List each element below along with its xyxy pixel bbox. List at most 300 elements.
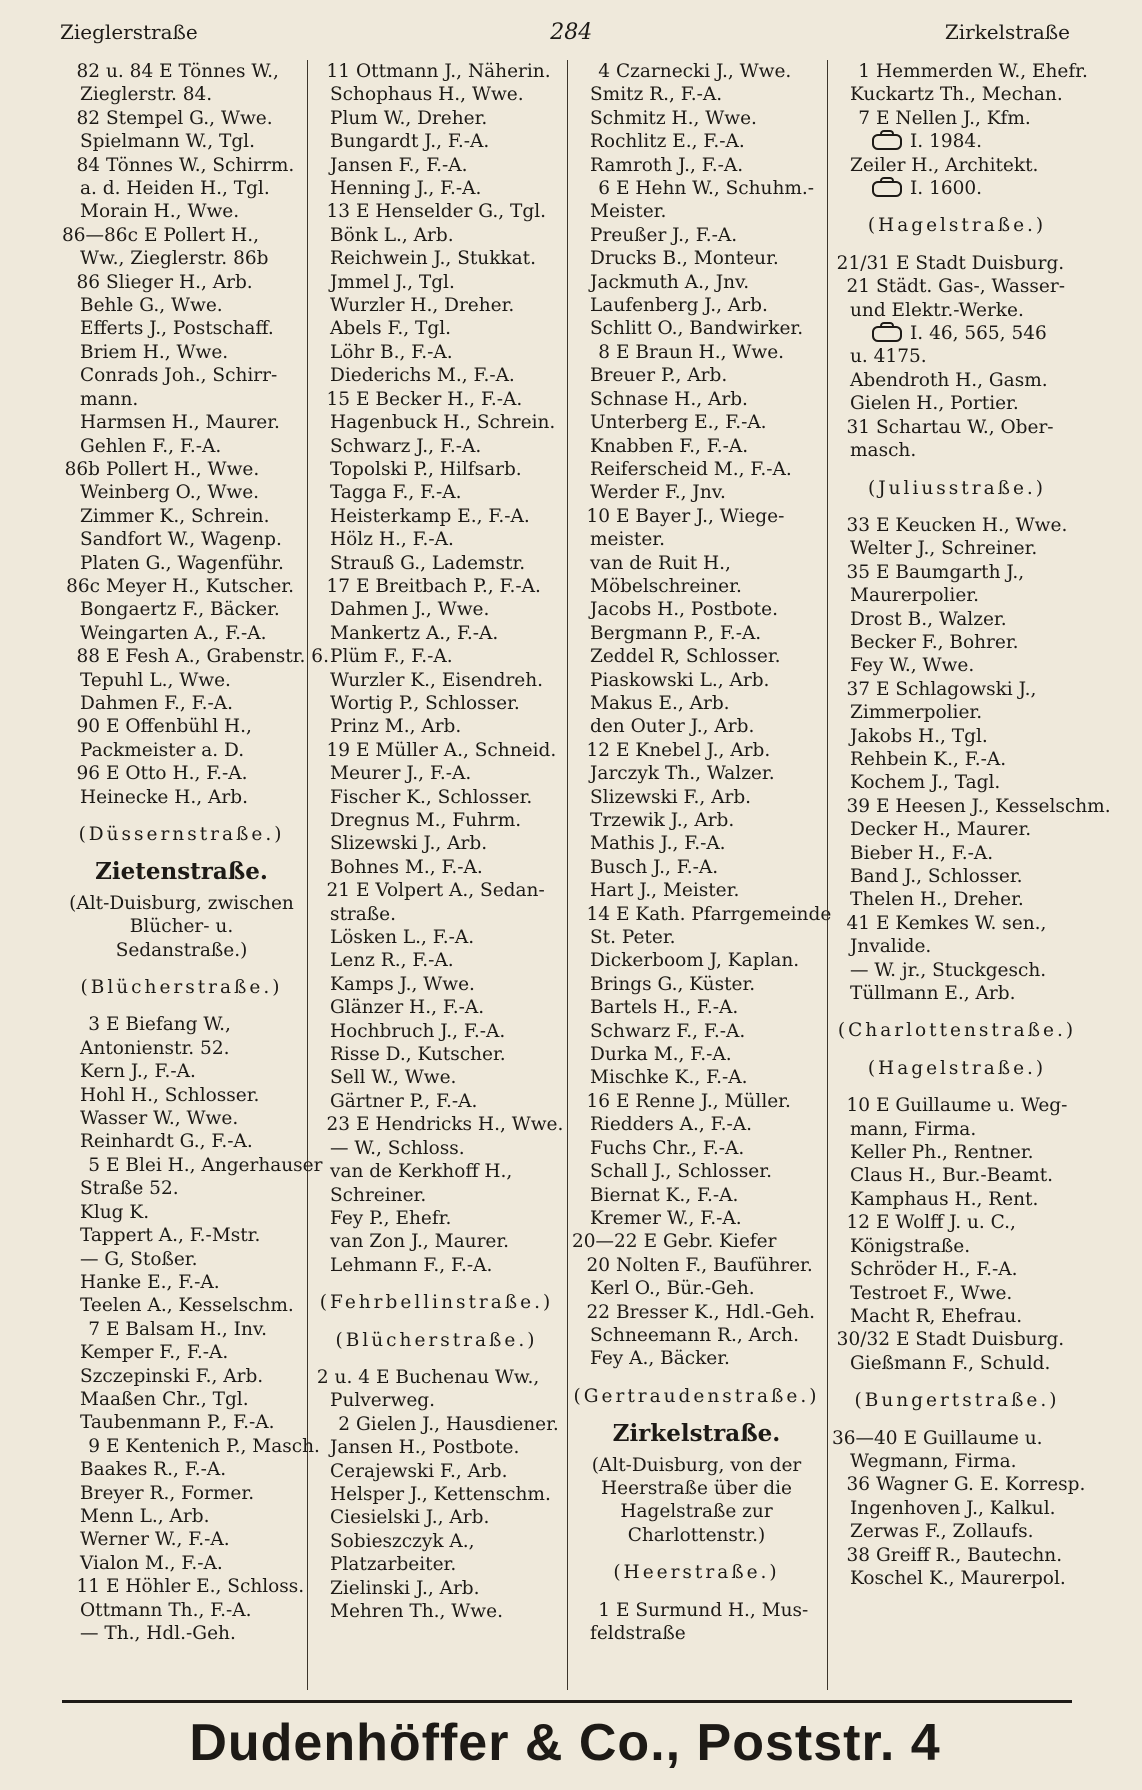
house-number: 21 <box>326 880 350 902</box>
entry-text: Drucks B., Monteur. <box>590 248 779 270</box>
resident-entry <box>832 154 1082 177</box>
telephone-icon <box>872 134 902 150</box>
house-number: 82 <box>76 61 100 82</box>
address-entry <box>572 739 821 762</box>
resident-entry <box>572 622 821 645</box>
entry-text: Mehren Th., Wwe. <box>330 1601 503 1622</box>
resident-entry <box>312 1483 561 1506</box>
address-entry <box>832 107 1082 130</box>
resident-entry <box>312 949 561 972</box>
resident-entry <box>832 1497 1082 1520</box>
resident-entry <box>572 1137 821 1160</box>
house-number: 14 <box>586 903 610 925</box>
entry-text: Jakobs H., Tgl. <box>850 725 988 747</box>
resident-entry <box>312 528 561 551</box>
house-number: 41 <box>846 912 870 934</box>
entry-text: Conrads Joh., Schirr- <box>80 365 278 387</box>
house-number: 30/32 <box>836 1329 890 1351</box>
resident-entry <box>832 439 1082 462</box>
entry-text: Bresser K., Hdl.-Geh. <box>616 1301 816 1323</box>
resident-entry <box>832 1520 1082 1543</box>
entry-text: Schmitz H., Wwe. <box>590 107 757 129</box>
entry-text: Knabben F., F.-A. <box>590 435 749 457</box>
resident-entry <box>572 1020 821 1043</box>
entry-text: E Heesen J., Kesselschm. <box>876 795 1111 817</box>
resident-entry <box>312 832 561 855</box>
house-number: 13 <box>326 201 350 223</box>
entry-text: u. 4175. <box>850 346 927 368</box>
entry-text: Gehlen F., F.-A. <box>80 435 222 457</box>
entry-text: Menn L., Arb. <box>80 1505 210 1527</box>
resident-entry <box>312 1207 561 1230</box>
resident-entry <box>62 130 301 153</box>
resident-entry <box>312 1530 561 1553</box>
address-entry <box>62 107 301 130</box>
resident-entry <box>62 1528 301 1551</box>
entry-text: E Blei H., Angerhauser <box>106 1154 323 1176</box>
entry-text: Ramroth J., F.-A. <box>590 154 744 176</box>
address-entry <box>832 60 1088 83</box>
house-number: 9 <box>88 1435 100 1457</box>
entry-text: E Stadt Duisburg. <box>896 252 1065 274</box>
entry-text: Schwarz F., F.-A. <box>590 1020 746 1042</box>
entry-text: Wagner G. E. Korresp. <box>876 1474 1086 1496</box>
resident-entry <box>62 1224 301 1247</box>
resident-entry <box>312 271 561 294</box>
entry-text: Abels F., Tgl. <box>330 318 452 340</box>
resident-entry <box>312 317 561 340</box>
resident-entry <box>832 608 1082 631</box>
entry-text: Reiferscheid M., F.-A. <box>590 458 792 480</box>
entry-text: Dickerboom J, Kaplan. <box>590 950 800 972</box>
resident-entry <box>572 200 821 223</box>
street-description: (Alt-Duisburg, von der Heerstraße über die Hagelstraße zur Charlottenstr.) <box>591 1454 802 1546</box>
house-number: 1 <box>598 1599 610 1621</box>
address-entry <box>572 1301 821 1324</box>
entry-text: Schneemann R., Arch. <box>590 1324 799 1346</box>
house-number: 82 <box>76 107 100 129</box>
address-entry <box>832 416 1082 439</box>
resident-entry <box>572 154 821 177</box>
resident-entry <box>572 83 821 106</box>
entry-text: Städt. Gas-, Wasser- <box>876 276 1065 298</box>
entry-text: E Offenbühl H., <box>106 716 252 738</box>
house-number: 96 <box>76 763 100 785</box>
entry-text: Sandfort W., Wagenp. <box>80 529 282 551</box>
resident-entry <box>832 299 1082 322</box>
resident-entry <box>572 317 821 340</box>
entry-text: Schlitt O., Bandwirker. <box>590 318 804 340</box>
entry-text: Decker H., Maurer. <box>850 819 1032 841</box>
resident-entry <box>62 1411 301 1434</box>
resident-entry <box>62 388 301 411</box>
resident-entry <box>312 598 561 621</box>
entry-text: Ww., Zieglerstr. 86b <box>80 248 269 270</box>
address-entry <box>62 271 301 294</box>
header-left-street: Zieglerstraße <box>60 20 198 44</box>
entry-text: E Guillaume u. Weg- <box>876 1095 1068 1117</box>
entry-text: E Hehn W., Schuhm.- <box>616 178 815 200</box>
entry-text: a. d. Heiden H., Tgl. <box>80 178 270 200</box>
resident-entry <box>832 1141 1082 1164</box>
resident-entry <box>62 1037 301 1060</box>
resident-entry <box>62 481 301 504</box>
entry-text: E Kemkes W. sen., <box>876 912 1047 934</box>
entry-text: Macht R, Ehefrau. <box>850 1305 1023 1327</box>
address-entry <box>572 1599 821 1622</box>
entry-text: mann, Firma. <box>850 1118 977 1140</box>
address-entry <box>62 458 301 481</box>
resident-entry <box>572 294 821 317</box>
resident-entry <box>312 177 561 200</box>
house-number: 1 <box>858 61 870 82</box>
entry-text: Meyer H., Kutscher. <box>106 575 294 597</box>
house-number: 37 <box>846 678 870 700</box>
entry-text: Morain H., Wwe. <box>80 201 240 223</box>
address-entry <box>62 224 301 247</box>
resident-entry <box>62 1130 301 1153</box>
entry-text: Plum W., Dreher. <box>330 107 488 129</box>
house-number: 84 <box>76 154 100 176</box>
entry-text: Weingarten A., F.-A. <box>80 622 267 644</box>
entry-text: E Keucken H., Wwe. <box>876 514 1068 536</box>
entry-text: Fey W., Wwe. <box>850 655 975 677</box>
cross-street-reference: (Heerstraße.) <box>613 1562 780 1584</box>
address-entry <box>572 1090 821 1113</box>
entry-text: Taubenmann P., F.-A. <box>80 1412 275 1434</box>
address-entry <box>572 1254 821 1277</box>
entry-text: straße. <box>330 903 396 925</box>
resident-entry <box>832 701 1082 724</box>
entry-text: Wurzler K., Eisendreh. <box>330 669 544 691</box>
entry-text: Baakes R., F.-A. <box>80 1459 227 1481</box>
entry-text: E Guillaume u. <box>903 1427 1043 1449</box>
entry-text: Plüm F., F.-A. <box>330 646 453 668</box>
resident-entry <box>312 715 561 738</box>
entry-text: Strauß G., Lademstr. <box>330 552 526 574</box>
resident-entry <box>572 669 821 692</box>
entry-text: Mischke K., F.-A. <box>590 1067 748 1089</box>
entry-text: Topolski P., Hilfsarb. <box>330 458 522 480</box>
resident-entry <box>62 1060 301 1083</box>
entry-text: St. Peter. <box>590 927 676 949</box>
resident-entry <box>832 1164 1082 1187</box>
resident-entry <box>62 552 301 575</box>
resident-entry <box>832 1118 1082 1141</box>
resident-entry <box>312 692 561 715</box>
resident-entry <box>832 818 1082 841</box>
entry-text: Heisterkamp E., F.-A. <box>330 505 530 527</box>
entry-text: Weinberg O., Wwe. <box>80 482 260 504</box>
resident-entry <box>832 345 1082 368</box>
resident-entry <box>832 654 1082 677</box>
entry-text: Nolten F., Bauführer. <box>616 1254 813 1276</box>
resident-entry <box>312 1600 561 1623</box>
resident-entry <box>312 1184 561 1207</box>
resident-entry <box>312 903 561 926</box>
entry-text: Bergmann P., F.-A. <box>590 622 762 644</box>
entry-text: Maaßen Chr., Tgl. <box>80 1388 249 1410</box>
entry-text: E Höhler E., Schloss. <box>106 1576 305 1598</box>
resident-entry <box>832 1450 1082 1473</box>
resident-entry <box>572 271 821 294</box>
entry-text: Dregnus M., Fuhrm. <box>330 810 522 831</box>
resident-entry <box>572 715 821 738</box>
address-entry <box>312 1366 561 1389</box>
house-number: 10 <box>586 505 610 527</box>
address-entry <box>312 575 561 598</box>
entry-text: Jmmel J., Tgl. <box>330 271 455 293</box>
entry-text: Kuckartz Th., Mechan. <box>850 84 1063 106</box>
resident-entry <box>572 1113 821 1136</box>
entry-text: Schartau W., Ober- <box>876 416 1054 438</box>
resident-entry <box>312 154 561 177</box>
entry-text: masch. <box>850 440 917 462</box>
entry-text: E Henselder G., Tgl. <box>356 201 546 223</box>
entry-text: Ciesielski J., Arb. <box>330 1507 490 1529</box>
entry-text: E Volpert A., Sedan- <box>356 880 545 902</box>
resident-entry <box>572 411 821 434</box>
house-number: 31 <box>846 416 870 438</box>
address-entry <box>832 1094 1082 1117</box>
resident-entry <box>62 1177 301 1200</box>
resident-entry <box>62 669 301 692</box>
house-number: 15 <box>326 388 350 410</box>
entry-text: Busch J., F.-A. <box>590 856 719 878</box>
resident-entry <box>572 528 821 551</box>
resident-entry <box>62 528 301 551</box>
entry-text: E Nellen J., Kfm. <box>876 107 1031 129</box>
entry-text: Breyer R., Former. <box>80 1482 255 1504</box>
resident-entry <box>62 622 301 645</box>
entry-text: Tappert A., F.-Mstr. <box>80 1225 261 1247</box>
address-entry <box>62 715 301 738</box>
address-entry <box>62 1435 320 1458</box>
resident-entry <box>312 1137 561 1160</box>
resident-entry <box>832 392 1082 415</box>
house-number: 11 <box>326 61 350 82</box>
entry-text: Schwarz J., F.-A. <box>330 435 482 457</box>
resident-entry <box>62 200 301 223</box>
address-entry <box>62 60 301 83</box>
address-entry <box>832 1544 1082 1567</box>
resident-entry <box>832 369 1082 392</box>
entry-text: Diederichs M., F.-A. <box>330 365 515 387</box>
entry-text: Bohnes M., F.-A. <box>330 856 483 878</box>
resident-entry <box>62 505 301 528</box>
entry-text: Jansen F., F.-A. <box>330 154 468 176</box>
cross-street-reference: (Juliusstraße.) <box>868 477 1046 499</box>
entry-text: Bongaertz F., Bäcker. <box>80 599 280 621</box>
address-entry <box>572 903 832 926</box>
entry-text: Hohl H., Schlosser. <box>80 1084 260 1106</box>
resident-entry <box>312 107 561 130</box>
entry-text: Efferts J., Postschaff. <box>80 318 274 340</box>
resident-entry <box>572 1622 821 1645</box>
address-entry <box>832 561 1082 584</box>
resident-entry <box>312 552 561 575</box>
house-number: 21/31 <box>836 252 890 274</box>
entry-text: Bungardt J., F.-A. <box>330 131 490 153</box>
address-entry <box>62 762 301 785</box>
entry-text: E Kentenich P., Masch. <box>106 1435 320 1457</box>
resident-entry <box>312 411 561 434</box>
resident-entry <box>312 645 561 668</box>
directory-column-4 <box>828 60 1111 1690</box>
entry-text: Jacobs H., Postbote. <box>590 599 778 621</box>
entry-text: E Breitbach P., F.-A. <box>356 575 541 597</box>
entry-text: Henning J., F.-A. <box>330 178 482 200</box>
entry-text: Tepuhl L., Wwe. <box>80 669 231 691</box>
resident-entry <box>312 1020 561 1043</box>
resident-entry <box>572 832 821 855</box>
entry-text: Laufenberg J., Arb. <box>590 295 768 317</box>
house-number: 21 <box>846 276 870 298</box>
resident-entry <box>312 1436 561 1459</box>
house-number: 22 <box>586 1301 610 1323</box>
entry-text: Preußer J., F.-A. <box>590 224 738 246</box>
resident-entry <box>832 537 1082 560</box>
entry-text: Wortig P., Schlosser. <box>330 692 520 714</box>
entry-text: und Elektr.-Werke. <box>850 299 1024 321</box>
entry-text: Harmsen H., Maurer. <box>80 412 280 434</box>
entry-text: Kremer W., F.-A. <box>590 1207 742 1229</box>
entry-text: feldstraße <box>590 1623 686 1644</box>
address-entry <box>62 645 329 668</box>
cross-street-reference: (Fehrbellinstraße.) <box>319 1292 554 1314</box>
entry-text: u. 84 E Tönnes W., <box>106 61 279 82</box>
house-number: 3 <box>88 1014 100 1036</box>
resident-entry <box>62 1107 301 1130</box>
resident-entry <box>62 317 301 340</box>
address-entry <box>832 275 1082 298</box>
entry-text: Breuer P., Arb. <box>590 365 728 387</box>
house-number: 90 <box>76 716 100 738</box>
cross-street-reference: (Blücherstraße.) <box>80 977 283 999</box>
entry-text: Czarnecki J., Wwe. <box>616 61 792 82</box>
resident-entry <box>62 435 301 458</box>
cross-street-reference: (Blücherstraße.) <box>335 1329 538 1351</box>
entry-text: Maurerpolier. <box>850 585 979 607</box>
directory-column-2 <box>308 60 568 1690</box>
entry-text: Band J., Schlosser. <box>850 866 1023 887</box>
advertisement-footer: Dudenhöffer & Co., Poststr. 4 <box>189 1714 941 1772</box>
entry-text: E Bayer J., Wiege- <box>616 505 785 527</box>
address-entry <box>832 252 1082 275</box>
entry-text: Bartels H., F.-A. <box>590 997 739 1019</box>
entry-text: — W. jr., Stuckgesch. <box>850 959 1047 981</box>
house-number: 5 <box>88 1154 100 1176</box>
entry-text: Schnase H., Arb. <box>590 388 748 410</box>
entry-text: Sell W., Wwe. <box>330 1067 457 1089</box>
resident-entry <box>832 1352 1082 1375</box>
resident-entry <box>572 996 821 1019</box>
resident-entry <box>832 935 1082 958</box>
resident-entry <box>832 842 1082 865</box>
entry-text: Jnvalide. <box>850 936 932 958</box>
resident-entry <box>832 1282 1082 1305</box>
address-entry <box>832 1211 1082 1234</box>
entry-text: meister. <box>590 529 665 551</box>
entry-text: Meister. <box>590 201 667 223</box>
entry-text: Antonienstr. 52. <box>80 1037 230 1059</box>
entry-text: Gielen H., Portier. <box>850 393 1019 415</box>
entry-text: E Baumgarth J., <box>876 561 1025 583</box>
resident-entry <box>832 771 1082 794</box>
address-entry <box>832 1328 1082 1351</box>
entry-text: Wegmann, Firma. <box>850 1450 1017 1472</box>
entry-text: Abendroth H., Gasm. <box>850 369 1048 391</box>
resident-entry <box>62 1458 301 1481</box>
entry-text: Werder F., Jnv. <box>590 482 726 504</box>
entry-text: Ottmann J., Näherin. <box>356 61 551 82</box>
entry-text: Lösken L., F.-A. <box>330 927 475 949</box>
resident-entry <box>572 575 821 598</box>
entry-text: E Hendricks H., Wwe. <box>356 1114 564 1136</box>
cross-street-reference: (Bungertstraße.) <box>854 1390 1060 1412</box>
resident-entry <box>62 1248 301 1271</box>
house-number: 86—86c <box>62 224 138 246</box>
resident-entry <box>62 598 301 621</box>
entry-text: Hölz H., F.-A. <box>330 529 454 551</box>
resident-entry <box>62 411 301 434</box>
entry-text: Zieglerstr. 84. <box>80 84 213 106</box>
resident-entry <box>832 1235 1082 1258</box>
address-entry <box>832 1473 1086 1496</box>
resident-entry <box>312 224 561 247</box>
entry-text: Greiff R., Bautechn. <box>876 1544 1063 1566</box>
entry-text: Brings G., Küster. <box>590 973 756 995</box>
resident-entry <box>62 177 301 200</box>
address-entry <box>832 1427 1082 1450</box>
entry-text: Keller Ph., Rentner. <box>850 1142 1034 1164</box>
resident-entry <box>572 458 821 481</box>
entry-text: Platen G., Wagenführ. <box>80 552 284 574</box>
resident-entry <box>572 1324 821 1347</box>
telephone-icon <box>872 326 902 342</box>
entry-text: Zimmerpolier. <box>850 702 983 724</box>
resident-entry <box>572 1347 821 1370</box>
entry-text: Wasser W., Wwe. <box>80 1108 239 1130</box>
resident-entry <box>572 879 821 902</box>
entry-text: Werner W., F.-A. <box>80 1529 230 1551</box>
house-number: 2 <box>338 1413 350 1435</box>
address-entry <box>832 514 1082 537</box>
resident-entry <box>572 786 821 809</box>
entry-text: Kemper F., F.-A. <box>80 1342 229 1364</box>
resident-entry <box>312 669 561 692</box>
entry-text: van de Ruit H., <box>590 552 731 574</box>
resident-entry <box>832 1188 1082 1211</box>
entry-text: E Biefang W., <box>106 1014 231 1036</box>
resident-entry <box>62 83 301 106</box>
entry-text: Löhr B., F.-A. <box>330 341 453 363</box>
resident-entry <box>832 1258 1082 1281</box>
address-entry <box>572 1230 821 1253</box>
address-entry <box>312 200 561 223</box>
house-number: 19 <box>326 739 350 761</box>
entry-text: Trzewik J., Arb. <box>590 810 735 831</box>
resident-entry <box>312 458 561 481</box>
entry-text: Biernat K., F.-A. <box>590 1184 739 1206</box>
entry-text: Schröder H., F.-A. <box>850 1259 1018 1281</box>
house-number: 12 <box>846 1212 870 1234</box>
entry-text: Kamphaus H., Rent. <box>850 1188 1039 1210</box>
entry-text: Gielen J., Hausdiener. <box>356 1413 559 1435</box>
header-right-street: Zirkelstraße <box>944 20 1070 44</box>
resident-entry <box>832 725 1082 748</box>
entry-text: Kerl O., Bür.-Geh. <box>590 1278 755 1300</box>
